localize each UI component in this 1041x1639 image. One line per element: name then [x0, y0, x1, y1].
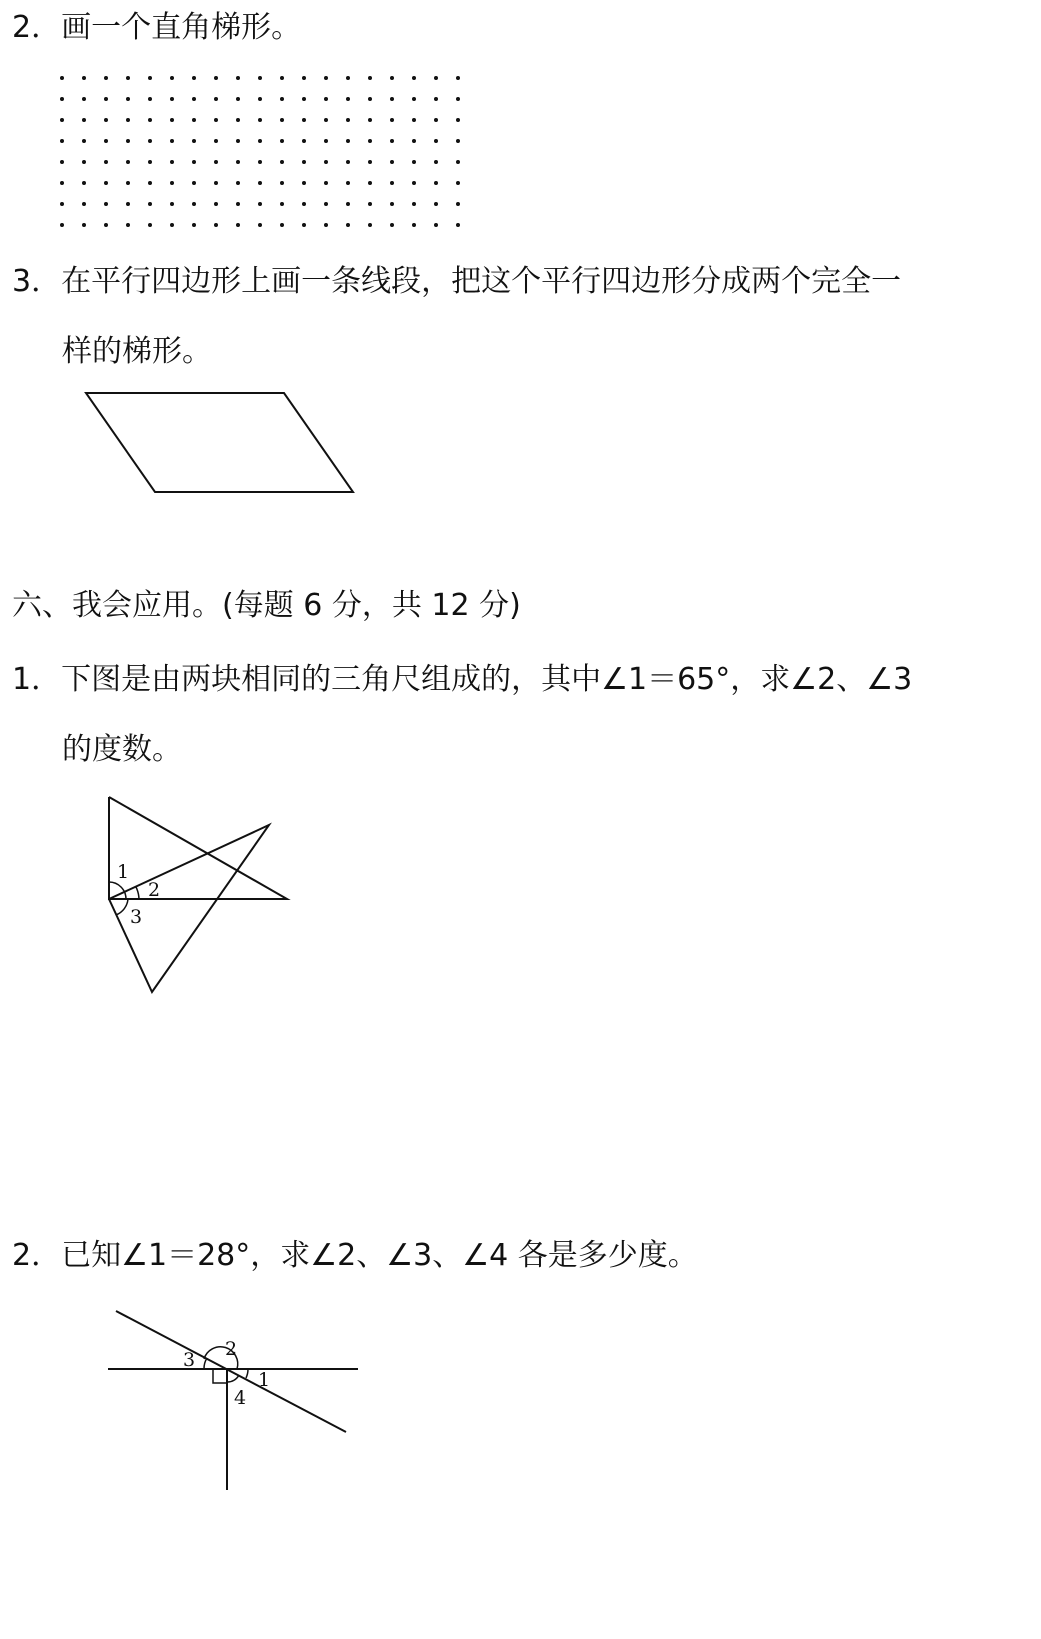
- grid-dot: [368, 139, 372, 143]
- grid-dot: [170, 202, 174, 206]
- angle-3-label: 3: [130, 906, 143, 928]
- grid-dot: [236, 160, 240, 164]
- grid-dot: [412, 181, 416, 185]
- grid-dot: [346, 160, 350, 164]
- angle-3-arc: [204, 1358, 207, 1369]
- grid-dot: [434, 76, 438, 80]
- grid-dot: [126, 118, 130, 122]
- grid-dot: [324, 223, 328, 227]
- grid-dot: [104, 97, 108, 101]
- grid-dot: [302, 76, 306, 80]
- grid-dot: [280, 181, 284, 185]
- grid-dot: [82, 202, 86, 206]
- grid-dot: [82, 160, 86, 164]
- grid-dot: [126, 181, 130, 185]
- grid-dot: [126, 202, 130, 206]
- grid-dot: [324, 118, 328, 122]
- angle-3-label: 3: [183, 1349, 196, 1371]
- grid-dot: [126, 139, 130, 143]
- grid-dot: [324, 76, 328, 80]
- grid-dot: [456, 118, 460, 122]
- grid-dot: [148, 118, 152, 122]
- grid-dot: [192, 202, 196, 206]
- grid-dot: [104, 181, 108, 185]
- grid-dot: [390, 160, 394, 164]
- grid-dot: [214, 97, 218, 101]
- grid-dot: [390, 118, 394, 122]
- grid-dot: [368, 160, 372, 164]
- grid-dot: [412, 160, 416, 164]
- section-6-question-2: 2．已知∠1＝28°，求∠2、∠3、∠4 各是多少度。: [12, 1238, 698, 1273]
- angle-1-arc: [246, 1369, 248, 1378]
- grid-dot: [60, 160, 64, 164]
- grid-dot: [258, 202, 262, 206]
- question-2-draw-trapezoid: 2．画一个直角梯形。: [12, 10, 302, 45]
- grid-dot: [390, 223, 394, 227]
- set-square-2: [109, 825, 269, 992]
- grid-dot: [258, 160, 262, 164]
- angle-2-label: 2: [148, 879, 161, 901]
- grid-dot: [434, 223, 438, 227]
- grid-dot: [280, 202, 284, 206]
- grid-dot: [192, 223, 196, 227]
- grid-dot: [368, 97, 372, 101]
- grid-dot: [104, 202, 108, 206]
- grid-dot: [236, 76, 240, 80]
- grid-dot: [60, 118, 64, 122]
- grid-dot: [258, 223, 262, 227]
- grid-dot: [214, 202, 218, 206]
- angle-3-arc: [116, 899, 128, 915]
- grid-dot: [368, 76, 372, 80]
- grid-dot: [412, 118, 416, 122]
- grid-dot: [192, 76, 196, 80]
- grid-dot: [126, 160, 130, 164]
- grid-dot: [412, 223, 416, 227]
- grid-dot: [324, 202, 328, 206]
- grid-dot: [368, 181, 372, 185]
- grid-dot: [170, 160, 174, 164]
- grid-dot: [456, 202, 460, 206]
- question-3-line-1: 3．在平行四边形上画一条线段，把这个平行四边形分成两个完全一: [12, 264, 902, 299]
- grid-dot: [192, 118, 196, 122]
- grid-dot: [346, 118, 350, 122]
- grid-dot: [346, 223, 350, 227]
- grid-dot: [236, 223, 240, 227]
- grid-dot: [258, 181, 262, 185]
- section-6-heading: 六、我会应用。(每题 6 分，共 12 分): [12, 588, 521, 623]
- grid-dot: [82, 97, 86, 101]
- grid-dot: [60, 181, 64, 185]
- grid-dot: [302, 160, 306, 164]
- grid-dot: [104, 76, 108, 80]
- grid-dot: [214, 223, 218, 227]
- grid-dot: [346, 202, 350, 206]
- grid-dot: [390, 139, 394, 143]
- grid-dot: [104, 223, 108, 227]
- grid-dot: [192, 139, 196, 143]
- angle-2-arc: [204, 1347, 238, 1369]
- grid-dot: [412, 76, 416, 80]
- grid-dot: [390, 97, 394, 101]
- grid-dot: [236, 139, 240, 143]
- grid-dot: [324, 181, 328, 185]
- grid-dot: [60, 97, 64, 101]
- grid-dot: [192, 97, 196, 101]
- grid-dot: [302, 223, 306, 227]
- grid-dot: [434, 202, 438, 206]
- slanted-line: [116, 1311, 346, 1432]
- grid-dot: [390, 202, 394, 206]
- grid-dot: [192, 181, 196, 185]
- grid-dot: [280, 160, 284, 164]
- grid-dot: [280, 139, 284, 143]
- grid-dot: [434, 181, 438, 185]
- grid-dot: [280, 76, 284, 80]
- grid-dot: [148, 160, 152, 164]
- grid-dot: [60, 223, 64, 227]
- grid-dot: [258, 118, 262, 122]
- grid-dot: [302, 202, 306, 206]
- grid-dot: [346, 76, 350, 80]
- grid-dot: [368, 223, 372, 227]
- grid-dot: [214, 160, 218, 164]
- grid-dot: [236, 202, 240, 206]
- grid-dot: [170, 76, 174, 80]
- section-6-question-1-line-1: 1．下图是由两块相同的三角尺组成的，其中∠1＝65°，求∠2、∠3: [12, 662, 913, 697]
- grid-dot: [82, 223, 86, 227]
- grid-dot: [434, 160, 438, 164]
- angle-1-label: 1: [258, 1369, 271, 1391]
- grid-dot: [126, 97, 130, 101]
- grid-dot: [214, 118, 218, 122]
- parallelogram: [86, 393, 353, 492]
- angle-4-arc: [227, 1375, 239, 1382]
- grid-dot: [170, 223, 174, 227]
- grid-dot: [148, 139, 152, 143]
- grid-dot: [302, 181, 306, 185]
- grid-dot: [82, 118, 86, 122]
- grid-dot: [368, 118, 372, 122]
- grid-dot: [148, 202, 152, 206]
- grid-dot: [412, 202, 416, 206]
- grid-dot: [236, 181, 240, 185]
- grid-dot: [324, 97, 328, 101]
- grid-dot: [280, 223, 284, 227]
- right-angle-mark: [213, 1369, 227, 1383]
- angle-4-label: 4: [234, 1387, 247, 1409]
- grid-dot: [214, 76, 218, 80]
- grid-dot: [104, 118, 108, 122]
- grid-dot: [456, 223, 460, 227]
- angle-1-label: 1: [117, 861, 130, 883]
- grid-dot: [434, 139, 438, 143]
- grid-dot: [456, 139, 460, 143]
- section-6-question-1-line-2: 的度数。: [62, 732, 182, 767]
- grid-dot: [324, 139, 328, 143]
- grid-dot: [324, 160, 328, 164]
- grid-dot: [258, 97, 262, 101]
- grid-dot: [346, 139, 350, 143]
- grid-dot: [82, 139, 86, 143]
- grid-dot: [148, 181, 152, 185]
- question-3-line-2: 样的梯形。: [62, 334, 212, 369]
- grid-dot: [60, 202, 64, 206]
- grid-dot: [390, 76, 394, 80]
- grid-dot: [456, 181, 460, 185]
- grid-dot: [60, 76, 64, 80]
- grid-dot: [214, 139, 218, 143]
- grid-dot: [456, 76, 460, 80]
- grid-dot: [126, 223, 130, 227]
- grid-dot: [346, 97, 350, 101]
- grid-dot: [214, 181, 218, 185]
- grid-dot: [82, 76, 86, 80]
- grid-dot: [170, 139, 174, 143]
- grid-dot: [302, 97, 306, 101]
- grid-dot: [148, 223, 152, 227]
- grid-dot: [456, 97, 460, 101]
- grid-dot: [148, 76, 152, 80]
- grid-dot: [412, 139, 416, 143]
- grid-dot: [104, 160, 108, 164]
- grid-dot: [258, 139, 262, 143]
- grid-dot: [280, 118, 284, 122]
- grid-dot: [258, 76, 262, 80]
- grid-dot: [236, 118, 240, 122]
- grid-dot: [346, 181, 350, 185]
- angle-1-arc: [109, 882, 126, 899]
- grid-dot: [412, 97, 416, 101]
- grid-dot: [170, 181, 174, 185]
- grid-dot: [170, 97, 174, 101]
- grid-dot: [60, 139, 64, 143]
- grid-dot: [390, 181, 394, 185]
- grid-dot: [302, 118, 306, 122]
- grid-dot: [148, 97, 152, 101]
- grid-dot: [456, 160, 460, 164]
- grid-dot: [192, 160, 196, 164]
- grid-dot: [126, 76, 130, 80]
- grid-dot: [280, 97, 284, 101]
- grid-dot: [170, 118, 174, 122]
- grid-dot: [434, 97, 438, 101]
- grid-dot: [434, 118, 438, 122]
- grid-dot: [104, 139, 108, 143]
- angle-2-arc: [136, 887, 139, 899]
- set-square-1: [109, 797, 287, 899]
- angle-2-label: 2: [225, 1338, 238, 1360]
- grid-dot: [302, 139, 306, 143]
- grid-dot: [236, 97, 240, 101]
- grid-dot: [368, 202, 372, 206]
- grid-dot: [82, 181, 86, 185]
